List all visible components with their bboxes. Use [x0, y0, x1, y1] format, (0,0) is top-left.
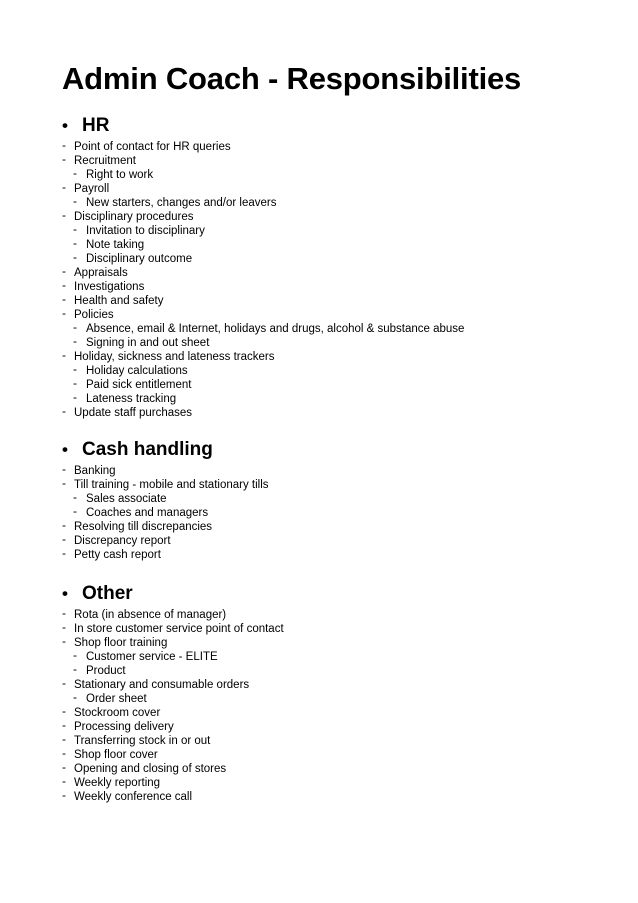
list-item: [62, 350, 622, 364]
bullet-icon: •: [62, 116, 68, 135]
list-item-text: Customer service - ELITE: [86, 651, 218, 663]
list-item-text: Absence, email & Internet, holidays and drugs, alcohol & substance abuse: [86, 323, 465, 335]
dash-icon: -: [62, 676, 66, 690]
list-item: [62, 762, 622, 776]
list-item-text: Holiday, sickness and lateness trackers: [74, 351, 275, 363]
dash-icon: -: [73, 236, 77, 250]
dash-icon: -: [62, 278, 66, 292]
list-item-text: Appraisals: [74, 267, 128, 279]
list-item: [62, 548, 622, 562]
list-item: [62, 608, 622, 622]
sub-list-item: [62, 664, 622, 678]
list-item-text: Discrepancy report: [74, 535, 171, 547]
dash-icon: -: [62, 348, 66, 362]
sub-list-item: [62, 168, 622, 182]
dash-icon: -: [62, 306, 66, 320]
dash-icon: -: [62, 760, 66, 774]
list-item: [62, 720, 622, 734]
sub-list-item: [62, 238, 622, 252]
list-item-text: Note taking: [86, 239, 145, 251]
bullet-icon: •: [62, 584, 68, 603]
dash-icon: -: [73, 490, 77, 504]
item-list: [62, 608, 622, 804]
list-item-text: Investigations: [74, 281, 145, 293]
sub-list-item: [62, 392, 622, 406]
sub-list-item: [62, 364, 622, 378]
dash-icon: -: [62, 606, 66, 620]
list-item: [62, 266, 622, 280]
list-item-text: Stationary and consumable orders: [74, 679, 250, 691]
dash-icon: -: [62, 788, 66, 802]
dash-icon: -: [73, 194, 77, 208]
dash-icon: -: [62, 462, 66, 476]
dash-icon: -: [62, 180, 66, 194]
section-hr: [62, 114, 622, 420]
list-item-text: Petty cash report: [74, 549, 161, 561]
list-item-text: New starters, changes and/or leavers: [86, 197, 277, 209]
list-item-text: Invitation to disciplinary: [86, 225, 205, 237]
dash-icon: -: [73, 250, 77, 264]
dash-icon: -: [62, 138, 66, 152]
list-item: [62, 154, 622, 168]
list-item-text: Recruitment: [74, 155, 136, 167]
list-item: [62, 776, 622, 790]
dash-icon: -: [73, 662, 77, 676]
list-item: [62, 520, 622, 534]
section-heading: [62, 438, 622, 462]
list-item: [62, 790, 622, 804]
list-item-text: Signing in and out sheet: [86, 337, 210, 349]
dash-icon: -: [62, 532, 66, 546]
list-item-text: Order sheet: [86, 693, 147, 705]
dash-icon: -: [73, 390, 77, 404]
list-item-text: Product: [86, 665, 126, 677]
list-item-text: Stockroom cover: [74, 707, 161, 719]
item-list: [62, 140, 622, 420]
list-item: [62, 622, 622, 636]
dash-icon: -: [62, 774, 66, 788]
section-heading-label: Other: [82, 583, 133, 604]
dash-icon: -: [73, 166, 77, 180]
list-item: [62, 478, 622, 492]
page-title: Admin Coach - Responsibilities: [62, 61, 522, 96]
list-item: [62, 308, 622, 322]
dash-icon: -: [73, 334, 77, 348]
list-item-text: Sales associate: [86, 493, 167, 505]
list-item-text: Paid sick entitlement: [86, 379, 192, 391]
sub-list-item: [62, 692, 622, 706]
sub-list-item: [62, 252, 622, 266]
list-item-text: Holiday calculations: [86, 365, 188, 377]
list-item-text: Coaches and managers: [86, 507, 209, 519]
list-item-text: Right to work: [86, 169, 154, 181]
bullet-icon: •: [62, 440, 68, 459]
list-item-text: Update staff purchases: [74, 407, 193, 419]
dash-icon: -: [62, 704, 66, 718]
section-heading-label: HR: [82, 115, 110, 136]
list-item-text: Opening and closing of stores: [74, 763, 227, 775]
list-item-text: Weekly conference call: [74, 791, 193, 803]
sub-list-item: [62, 506, 622, 520]
dash-icon: -: [73, 362, 77, 376]
list-item-text: Till training - mobile and stationary tills: [74, 479, 269, 491]
dash-icon: -: [62, 292, 66, 306]
list-item-text: Policies: [74, 309, 114, 321]
sub-list-item: [62, 492, 622, 506]
list-item: [62, 706, 622, 720]
list-item: [62, 534, 622, 548]
section-cash-handling: [62, 438, 622, 562]
dash-icon: -: [73, 320, 77, 334]
list-item-text: Shop floor training: [74, 637, 168, 649]
item-list: [62, 464, 622, 562]
dash-icon: -: [73, 648, 77, 662]
dash-icon: -: [73, 504, 77, 518]
section-heading: [62, 114, 622, 138]
section-heading-label: Cash handling: [82, 439, 213, 460]
list-item: [62, 280, 622, 294]
document-page: [62, 60, 622, 804]
dash-icon: -: [62, 208, 66, 222]
dash-icon: -: [62, 546, 66, 560]
list-item-text: Resolving till discrepancies: [74, 521, 213, 533]
sub-list-item: [62, 224, 622, 238]
list-item-text: Processing delivery: [74, 721, 174, 733]
sub-list-item: [62, 650, 622, 664]
list-item: [62, 406, 622, 420]
list-item-text: Shop floor cover: [74, 749, 158, 761]
sub-list-item: [62, 336, 622, 350]
dash-icon: -: [62, 620, 66, 634]
list-item-text: Disciplinary outcome: [86, 253, 193, 265]
list-item-text: Payroll: [74, 183, 110, 195]
dash-icon: -: [62, 634, 66, 648]
list-item: [62, 678, 622, 692]
list-item-text: In store customer service point of contact: [74, 623, 284, 635]
list-item-text: Point of contact for HR queries: [74, 141, 231, 153]
list-item-text: Weekly reporting: [74, 777, 161, 789]
list-item: [62, 464, 622, 478]
list-item: [62, 210, 622, 224]
list-item: [62, 182, 622, 196]
list-item-text: Transferring stock in or out: [74, 735, 211, 747]
dash-icon: -: [62, 718, 66, 732]
list-item: [62, 636, 622, 650]
list-item: [62, 734, 622, 748]
list-item-text: Disciplinary procedures: [74, 211, 194, 223]
sub-list-item: [62, 322, 622, 336]
list-item-text: Banking: [74, 465, 116, 477]
dash-icon: -: [62, 404, 66, 418]
dash-icon: -: [62, 476, 66, 490]
list-item-text: Rota (in absence of manager): [74, 609, 227, 621]
list-item: [62, 294, 622, 308]
dash-icon: -: [62, 264, 66, 278]
list-item: [62, 748, 622, 762]
dash-icon: -: [62, 746, 66, 760]
dash-icon: -: [73, 376, 77, 390]
dash-icon: -: [62, 518, 66, 532]
dash-icon: -: [73, 690, 77, 704]
section-other: [62, 582, 622, 804]
dash-icon: -: [62, 732, 66, 746]
list-item: [62, 140, 622, 154]
dash-icon: -: [73, 222, 77, 236]
section-heading: [62, 582, 622, 606]
dash-icon: -: [62, 152, 66, 166]
list-item-text: Health and safety: [74, 295, 164, 307]
list-item-text: Lateness tracking: [86, 393, 177, 405]
sub-list-item: [62, 378, 622, 392]
sub-list-item: [62, 196, 622, 210]
